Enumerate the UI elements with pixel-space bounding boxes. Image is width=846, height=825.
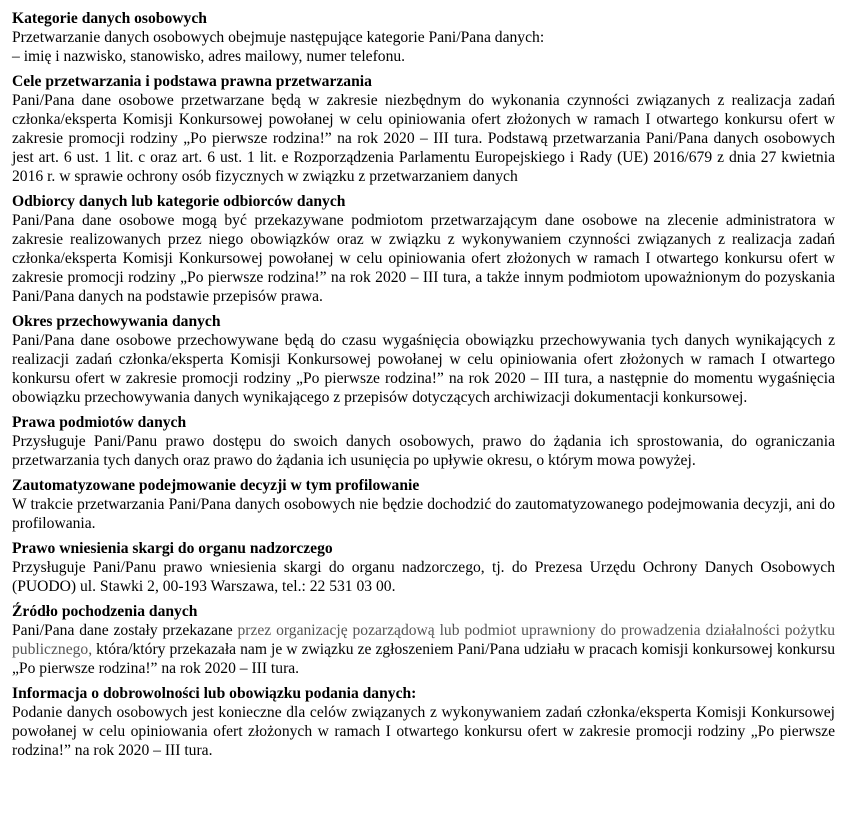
section-heading: Źródło pochodzenia danych xyxy=(12,603,198,620)
section-heading: Prawo wniesienia skargi do organu nadzorczego xyxy=(12,540,333,557)
section-text: Pani/Pana dane osobowe przechowywane będą do czasu wygaśnięcia obowiązku przechowywania tych danych wynikających z realizacji zadań członka/eksperta Komisji Konkursowej powołanej w celu opiniowania ofert złożonych w ramach I otwartego konkursu ofert w zakresie promocji rodziny „Po pierwsze rodzina!” na rok 2020 – III tura, a następnie do momentu wygaśnięcia obowiązku przechowywania danych wynikającego z przepisów dotyczących archiwizacji dokumentacji konkursowej. xyxy=(12,332,835,406)
section-automated-decisions xyxy=(12,476,835,533)
section-text: Podanie danych osobowych jest konieczne dla celów związanych z wykonywaniem zadań członka/eksperta Komisji Konkursowej powołanej w celu opiniowania ofert złożonych w ramach I otwartego konkursu ofert w zakresie promocji rodziny „Po pierwsze rodzina!” na rok 2020 – III tura. xyxy=(12,704,835,759)
section-text: Przysługuje Pani/Panu prawo dostępu do swoich danych osobowych, prawo do żądania ich sprostowania, do ograniczania przetwarzania tych danych oraz prawo do żądania ich usunięcia po upływie okresu, o którym mowa powyżej. xyxy=(12,433,835,469)
section-text: Pani/Pana dane osobowe mogą być przekazywane podmiotom przetwarzającym dane osobowe na zlecenie administratora w zakresie realizowanych przez niego obowiązków oraz w związku z wykonywaniem czynności związanych z realizacja zadań członka/eksperta Komisji Konkursowej powołanej w celu opiniowania ofert złożonych w ramach I otwartego konkursu ofert w zakresie promocji rodziny „Po pierwsze rodzina!” na rok 2020 – III tura, a także innym podmiotom upoważnionym do pozyskania Pani/Pana danych na podstawie przepisów prawa. xyxy=(12,212,835,305)
section-text-part: która/który przekazała nam je w związku ze zgłoszeniem Pani/Pana udziału w pracach komisji konkursowej konkursu „Po pierwsze rodzina!” na rok 2020 – III tura. xyxy=(12,641,835,677)
section-text-part: Pani/Pana dane zostały przekazane xyxy=(12,622,238,639)
section-heading: Okres przechowywania danych xyxy=(12,313,221,330)
section-heading: Informacja o dobrowolności lub obowiązku podania danych: xyxy=(12,685,417,702)
section-data-categories xyxy=(12,9,835,66)
section-text: Przetwarzanie danych osobowych obejmuje następujące kategorie Pani/Pana danych: xyxy=(12,29,545,46)
section-heading: Zautomatyzowane podejmowanie decyzji w tym profilowanie xyxy=(12,477,420,494)
section-heading: Kategorie danych osobowych xyxy=(12,10,207,27)
section-heading: Cele przetwarzania i podstawa prawna przetwarzania xyxy=(12,73,372,90)
section-text: Pani/Pana dane osobowe przetwarzane będą w zakresie niezbędnym do wykonania czynności związanych z realizacja zadań członka/eksperta Komisji Konkursowej powołanej w celu opiniowania ofert złożonych w ramach I otwartego konkursu ofert w zakresie promocji rodziny „Po pierwsze rodzina!” na rok 2020 – III tura. Podstawą przetwarzania Pani/Pana danych osobowych jest art. 6 ust. 1 lit. c oraz art. 6 ust. 1 lit. e Rozporządzenia Parlamentu Europejskiego i Rady (UE) 2016/679 z dnia 27 kwietnia 2016 r. w sprawie ochrony osób fizycznych w związku z przetwarzaniem danych xyxy=(12,92,835,185)
section-retention-period xyxy=(12,312,835,407)
section-text: Przysługuje Pani/Panu prawo wniesienia skargi do organu nadzorczego, tj. do Prezesa Urzędu Ochrony Danych Osobowych (PUODO) ul. Stawki 2, 00-193 Warszawa, tel.: 22 531 03 00. xyxy=(12,559,835,595)
section-complaint-right xyxy=(12,539,835,596)
section-data-source xyxy=(12,602,835,678)
section-heading: Prawa podmiotów danych xyxy=(12,414,187,431)
section-text xyxy=(12,621,835,678)
section-recipients xyxy=(12,192,835,306)
section-voluntary-obligation xyxy=(12,684,835,760)
section-heading: Odbiorcy danych lub kategorie odbiorców danych xyxy=(12,193,346,210)
section-data-subject-rights xyxy=(12,413,835,470)
section-text: W trakcie przetwarzania Pani/Pana danych osobowych nie będzie dochodzić do zautomatyzowanego podejmowania decyzji, ani do profilowania. xyxy=(12,496,835,532)
section-purposes-legal-basis xyxy=(12,72,835,186)
section-list-item: – imię i nazwisko, stanowisko, adres mailowy, numer telefonu. xyxy=(12,48,406,65)
section-text-highlight: przez organizację pozarządową lub podmiot uprawniony do prowadzenia działalności pożytku publicznego, xyxy=(12,622,835,658)
